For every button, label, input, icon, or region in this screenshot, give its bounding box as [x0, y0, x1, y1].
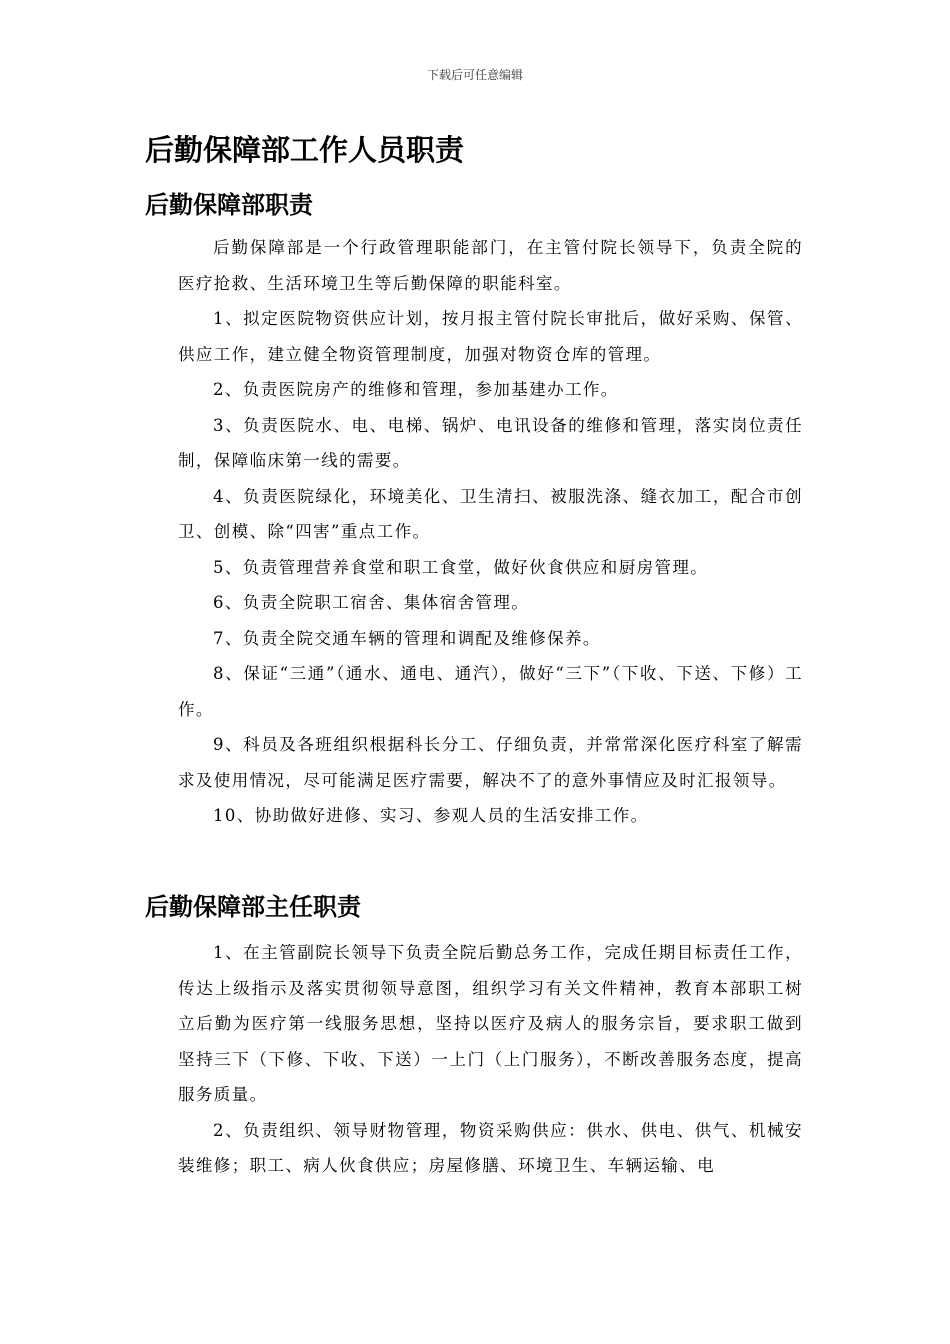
- paragraph: 9、科员及各班组织根据科长分工、仔细负责，并常常深化医疗科室了解需求及使用情况，尽可能满足医疗需要，解决不了的意外事情应及时汇报领导。: [178, 735, 803, 790]
- paragraph: 3、负责医院水、电、电梯、锅炉、电讯设备的维修和管理，落实岗位责任制，保障临床第一线的需要。: [178, 415, 803, 470]
- paragraph: 后勤保障部是一个行政管理职能部门，在主管付院长领导下，负责全院的医疗抢救、生活环境卫生等后勤保障的职能科室。: [178, 238, 803, 293]
- paragraph: 5、负责管理营养食堂和职工食堂，做好伙食供应和厨房管理。: [213, 557, 709, 577]
- paragraph: 8、保证“三通”（通水、通电、通汽），做好“三下”（下收、下送、下修）工作。: [178, 664, 803, 719]
- page-title: 后勤保障部工作人员职责: [145, 133, 465, 167]
- section-heading-department: 后勤保障部职责: [145, 191, 313, 219]
- header-note: 下载后可任意编辑: [426, 68, 523, 82]
- paragraph: 6、负责全院职工宿舍、集体宿舍管理。: [213, 593, 530, 612]
- section-body-director: [178, 935, 803, 1184]
- paragraph: 1、在主管副院长领导下负责全院后勤总务工作，完成任期目标责任工作，传达上级指示及落实贯彻领导意图，组织学习有关文件精神，教育本部职工树立后勤为医疗第一线服务思想，坚持以医疗及病人的服务宗旨，要求职工做到坚持三下（下修、下收、下送）一上门（上门服务），不断改善服务态度，提高服务质量。: [178, 943, 803, 1104]
- paragraph: 2、负责医院房产的维修和管理，参加基建办工作。: [213, 380, 619, 399]
- paragraph: 4、负责医院绿化，环境美化、卫生清扫、被服洗涤、缝衣加工，配合市创卫、创模、除“四害”重点工作。: [178, 486, 803, 541]
- paragraph: 10、协助做好进修、实习、参观人员的生活安排工作。: [213, 806, 649, 825]
- section-body-department: [178, 230, 803, 834]
- paragraph: 7、负责全院交通车辆的管理和调配及维修保养。: [213, 628, 601, 648]
- paragraph: 2、负责组织、领导财物管理，物资采购供应：供水、供电、供气、机械安装维修；职工、病人伙食供应；房屋修膳、环境卫生、车辆运输、电: [178, 1120, 803, 1175]
- paragraph: 1、拟定医院物资供应计划，按月报主管付院长审批后，做好采购、保管、供应工作，建立健全物资管理制度，加强对物资仓库的管理。: [178, 309, 803, 364]
- section-heading-director: 后勤保障部主任职责: [145, 893, 361, 921]
